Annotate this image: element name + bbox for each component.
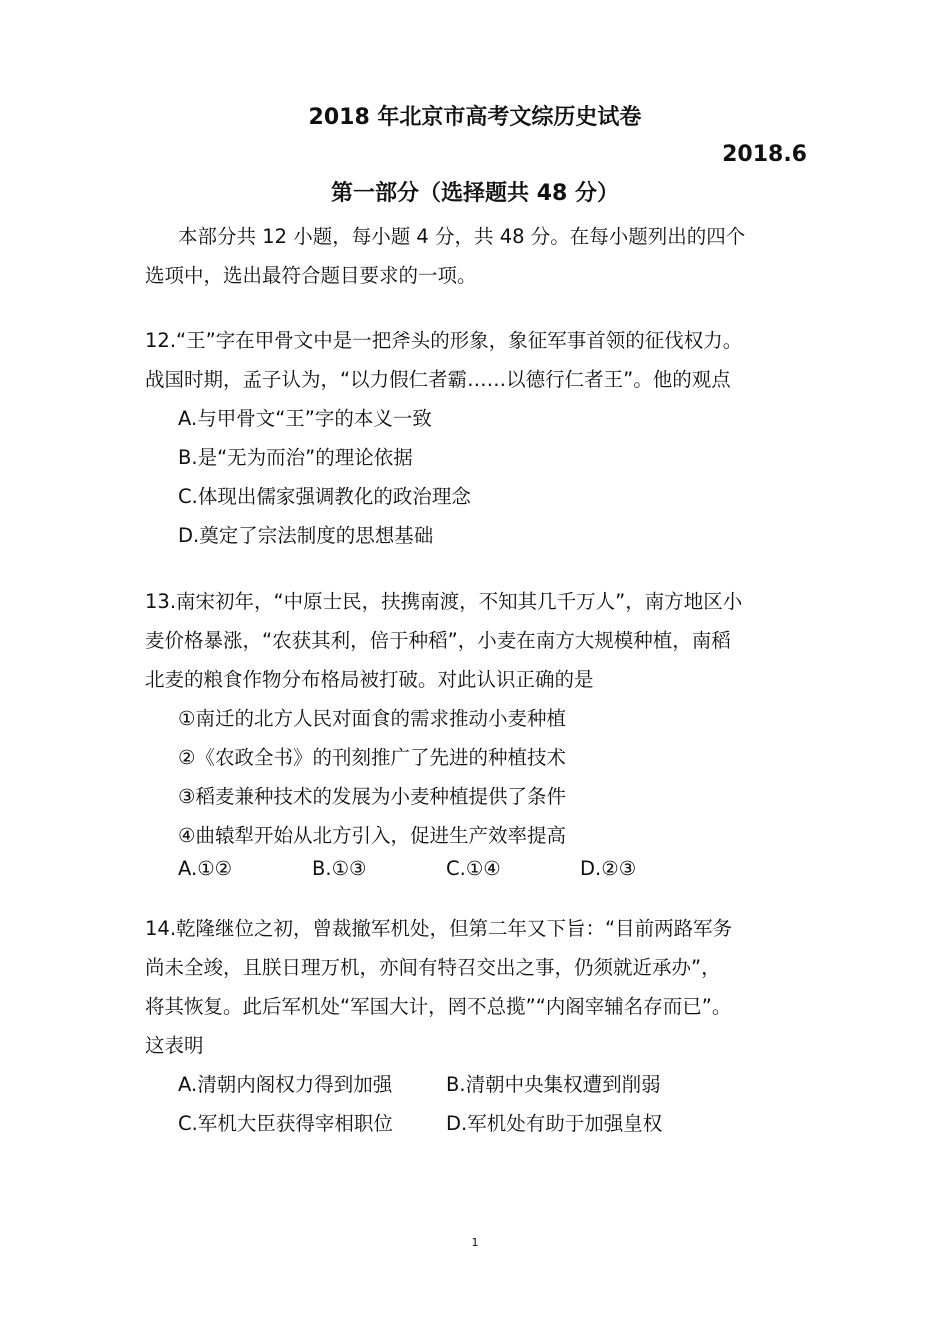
q14-stem-line-4: 这表明 bbox=[145, 1034, 204, 1057]
intro-line-1: 本部分共 12 小题，每小题 4 分，共 48 分。在每小题列出的四个 bbox=[178, 225, 746, 248]
q13-option-a: A.①② bbox=[178, 857, 233, 880]
section-heading: 第一部分（选择题共 48 分） bbox=[331, 181, 619, 206]
intro-line-2: 选项中，选出最符合题目要求的一项。 bbox=[145, 264, 477, 287]
q12-option-b: B.是“无为而治”的理论依据 bbox=[178, 446, 413, 469]
q13-stem-line-1: 13.南宋初年，“中原士民，扶携南渡，不知其几千万人”，南方地区小 bbox=[145, 590, 743, 613]
exam-date: 2018.6 bbox=[722, 142, 807, 167]
page-number: 1 bbox=[471, 1236, 479, 1249]
q14-stem-line-2: 尚未全竣，且朕日理万机，亦间有特召交出之事，仍须就近承办”， bbox=[145, 956, 721, 979]
q14-option-d: D.军机处有助于加强皇权 bbox=[446, 1112, 663, 1135]
q12-stem-line-2: 战国时期，孟子认为，“以力假仁者霸……以德行仁者王”。他的观点 bbox=[145, 368, 731, 391]
q13-statement-3: ③稻麦兼种技术的发展为小麦种植提供了条件 bbox=[178, 785, 566, 808]
exam-title: 2018 年北京市高考文综历史试卷 bbox=[308, 105, 642, 130]
q14-stem-line-1: 14.乾隆继位之初，曾裁撤军机处，但第二年又下旨：“目前两路军务 bbox=[145, 917, 733, 940]
q14-option-a: A.清朝内阁权力得到加强 bbox=[178, 1073, 393, 1096]
q13-stem-line-2: 麦价格暴涨，“农获其利，倍于种稻”，小麦在南方大规模种植，南稻 bbox=[145, 629, 731, 652]
q13-option-c: C.①④ bbox=[446, 857, 501, 880]
q13-statement-1: ①南迁的北方人民对面食的需求推动小麦种植 bbox=[178, 707, 566, 730]
q12-option-c: C.体现出儒家强调教化的政治理念 bbox=[178, 485, 471, 508]
q13-statement-2: ②《农政全书》的刊刻推广了先进的种植技术 bbox=[178, 746, 566, 769]
q13-option-d: D.②③ bbox=[580, 857, 637, 880]
q14-option-b: B.清朝中央集权遭到削弱 bbox=[446, 1073, 661, 1096]
q13-option-b: B.①③ bbox=[312, 857, 367, 880]
q12-option-a: A.与甲骨文“王”字的本义一致 bbox=[178, 407, 432, 430]
q14-stem-line-3: 将其恢复。此后军机处“军国大计，罔不总揽”“内阁宰辅名存而已”。 bbox=[145, 995, 732, 1018]
q14-option-c: C.军机大臣获得宰相职位 bbox=[178, 1112, 393, 1135]
q12-option-d: D.奠定了宗法制度的思想基础 bbox=[178, 524, 434, 547]
q12-stem-line-1: 12.“王”字在甲骨文中是一把斧头的形象，象征军事首领的征伐权力。 bbox=[145, 329, 743, 352]
q13-stem-line-3: 北麦的粮食作物分布格局被打破。对此认识正确的是 bbox=[145, 668, 594, 691]
q13-statement-4: ④曲辕犁开始从北方引入，促进生产效率提高 bbox=[178, 824, 566, 847]
